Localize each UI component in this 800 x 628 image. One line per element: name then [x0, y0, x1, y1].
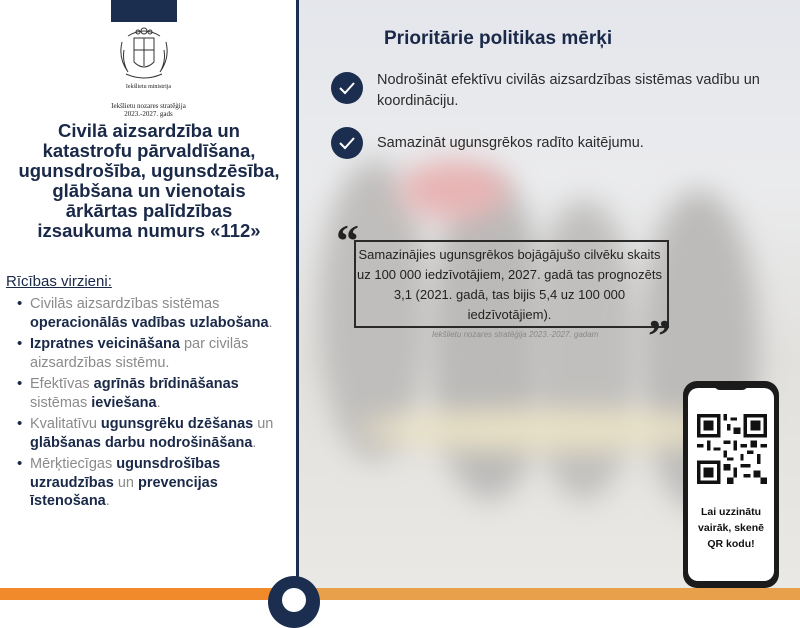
open-quote-icon: “: [336, 215, 359, 266]
left-panel: [0, 0, 297, 600]
strategy-line: Iekšlietu nozares stratēģija: [111, 102, 186, 110]
page-title: Civilā aizsardzība un katastrofu pārvaldīšana, ugunsdrošība, ugunsdzēsība, glābšana un vienotais ārkārtas palīdzības izsaukuma numurs «112»: [18, 120, 280, 241]
bottom-circle-icon: [268, 576, 320, 628]
ministry-name: Iekšlietu ministrija: [125, 84, 172, 90]
goals-title: Prioritārie politikas mērķi: [384, 28, 613, 49]
list-item: • Izpratnes veicināšana par civilās aizsardzības sistēmu.: [6, 335, 292, 372]
check-icon: [331, 72, 363, 104]
bottom-strip: [0, 588, 800, 600]
directions-heading: Rīcības virzieni:: [6, 273, 112, 290]
strategy-years: 2023.-2027. gads: [124, 110, 173, 118]
close-quote-icon: ”: [648, 310, 671, 361]
list-item: • Mērķtiecīgas ugunsdrošības uzraudzības un prevencijas īstenošana.: [6, 455, 292, 511]
list-item: • Civilās aizsardzības sistēmas operacionālās vadības uzlabošana.: [6, 295, 292, 332]
quote-text: Samazinājies ugunsgrēkos bojāgājušo cilvēku skaits uz 100 000 iedzīvotājiem, 2027. gadā tas prognozēts 3,1 (2021. gadā, tas bijis 5,4 uz 100 000 iedzīvotājiem).: [357, 247, 662, 322]
qr-caption: Lai uzzinātu vairāk, skenē QR kodu!: [698, 506, 764, 550]
list-item: • Efektīvas agrīnās brīdināšanas sistēmas ieviešana.: [6, 375, 292, 412]
quote-source: Iekšlietu nozares stratēģija 2023.-2027. gadam: [432, 330, 599, 339]
qr-code-icon[interactable]: [697, 414, 767, 484]
navy-header-tab: [111, 0, 177, 22]
goal-item: Nodrošināt efektīvu civilās aizsardzības sistēmas vadību un koordināciju.: [377, 72, 760, 109]
goal-item: Samazināt ugunsgrēkos radīto kaitējumu.: [377, 135, 644, 151]
list-item: • Kvalitatīvu ugunsgrēku dzēšanas un glābšanas darbu nodrošināšana.: [6, 415, 292, 452]
phone-notch: [714, 383, 748, 390]
directions-list: [6, 295, 292, 514]
check-icon: [331, 127, 363, 159]
